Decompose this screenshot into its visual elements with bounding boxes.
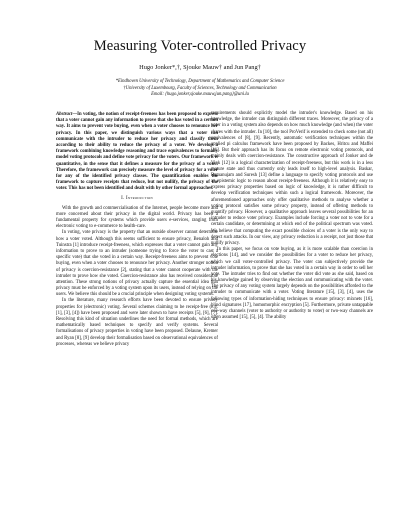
affiliations	[0, 79, 400, 99]
email-line: Email: {hugo.jonker,sjouke.mauw,jun.pang}@uni.lu	[151, 92, 249, 98]
body-paragraph: In this paper, we focus on vote buying, as it is more scalable than coercion in elections [14], and we consider the possibilities for a voter to reduce her privacy, which we call voter-controlled privacy. The voter can subjectively provide the intruder information, to prove that she has voted in a certain way in order to sell her vote. The intruder tries to find out whether the voter did vote as she said, based on his knowledge gained by observing the election and communicating with the voter. The privacy of any voting system largely depends on the possibilities afforded to the intruder to communicate with a voter. Voting literature [15], [3], [4], uses the following types of information-hiding techniques to ensure privacy: mixnets [16], blind signatures [17], homomorphic encryption [5]. Furthermore, private untappable one-way channels (voter to authority or authority to voter) or two-way channels are often assumed [15], [5], [4]. The ability	[211, 247, 373, 321]
paper-title: Measuring Voter-controlled Privacy	[93, 38, 307, 54]
abstract-label: Abstract	[56, 112, 73, 117]
body-paragraph: In the literature, many research efforts have been devoted to ensure privacy properties for (electronic) voting. Several schemes claiming to be receipt-free (e.g. [1], [3], [4]) have been proposed and were later shown to have receipts [5], [6], [7]. Resolving this kind of situation underlines the need for formal methods, which are mathematically based techniques to specify and verify systems. Several formalisations of privacy properties in voting have been proposed. Delaune, Kremer and Ryan [8], [9] develop their formalisation based on observational equivalences of processes, whereas we believe privacy	[56, 298, 218, 347]
abstract	[56, 112, 218, 192]
section-heading: I. Introduction	[121, 196, 153, 202]
author-list: Hugo Jonker*,†, Sjouke Mauw† and Jun Pang†	[139, 64, 261, 71]
body-paragraph: requirements should explicitly model the intruder's knowledge. Based on his knowledge, the intruder can distinguish different traces. Moreover, the privacy of a voter in a voting system also depends on how much knowledge (and when) the voter shares with the intruder. In [10], the tool ProVerif is extended to check some (not all) equivalences of [8], [9]. Recently, automatic verification techniques within the applied pi calculus framework have been proposed by Backes, Hritcu and Maffei [11]. But their approach has its focus on remote electronic voting protocols, and mainly deals with coercion-resistance. The constructive approach of Jonker and de Vink [12] is a logical characterization of receipt-freeness, but this work is in a less mature state and thus currently only leads itself to high-level analysis. Baskar, Ramanujam and Suresh [13] define a language to specify voting protocols and use an epistemic logic to reason about receipt-freeness. Although it is relatively easy to express privacy properties based on logic of knowledge, it is rather difficult to develop verification techniques within such a logical framework. Moreover, the aforementioned approaches only offer qualitative methods to analyse whether a voting protocol satisfies some privacy property, instead of offering methods to quantify privacy. However, a qualitative approach leaves several possibilities for an intruder to reduce voter privacy. Examples include forcing a voter not to vote for a certain candidate, or determining at which end of the political spectrum was voted. We believe that computing the exact possible choices of a voter is the only way to detect such attacks. In our view, any privacy reduction is a receipt, not just those that nullify privacy.	[211, 111, 373, 246]
right-column	[211, 111, 373, 321]
affiliation-line: †University of Luxembourg, Faculty of Sciences, Technology and Communication	[123, 85, 277, 91]
affiliation-line: *Eindhoven University of Technology, Department of Mathematics and Computer Science	[115, 79, 285, 84]
left-column	[56, 112, 218, 348]
body-paragraph: With the growth and commercialisation of the Internet, people become more and more concerned about their privacy in the digital world. Privacy has been a fundamental property for systems which provide users e-services, ranging from electronic voting to e-commerce to health-care.	[56, 205, 218, 230]
body-paragraph: In voting, vote privacy is the property that an outside observer cannot determine how a voter voted. Although this seems sufficient to ensure privacy, Benaloh and Tuinstra [1] introduce receipt-freeness, which expresses that a voter cannot gain any information to prove to an intruder (someone trying to force the voter to cast a specific vote) that she voted in a certain way. Receipt-freeness aims to prevent vote buying, even when a voter chooses to renounce her privacy. Another stronger notion of privacy is coercion-resistance [2], stating that a voter cannot cooperate with the intruder to prove how she voted. Coercion-resistance also has received considerable attention. These strong notions of privacy actually capture the essential idea that privacy must be enforced by a voting system upon its users, instead of relying on the users. We believe this should be a crucial principle when designing voting systems.	[56, 230, 218, 298]
abstract-text: —In voting, the notion of receipt-freeness has been proposed to express that a voter cannot gain any information to prove that she has voted in a certain way. It aims to prevent vote buying, even when a voter chooses to renounce her privacy. In this paper, we distinguish various ways that a voter can communicate with the intruder to reduce her privacy and classify them according to their ability to reduce the privacy of a voter. We develop a framework combining knowledge reasoning and trace equivalences to formally model voting protocols and define vote privacy for the voters. Our framework is quantitative, in the sense that it defines a measure for the privacy of a voter. Therefore, the framework can precisely measure the level of privacy for a voter for any of the identified privacy classes. The quantification enables the framework to capture receipts that reduce, but not nullify, the privacy of the voter. This has not been identified and dealt with by other formal approaches.	[56, 112, 218, 192]
